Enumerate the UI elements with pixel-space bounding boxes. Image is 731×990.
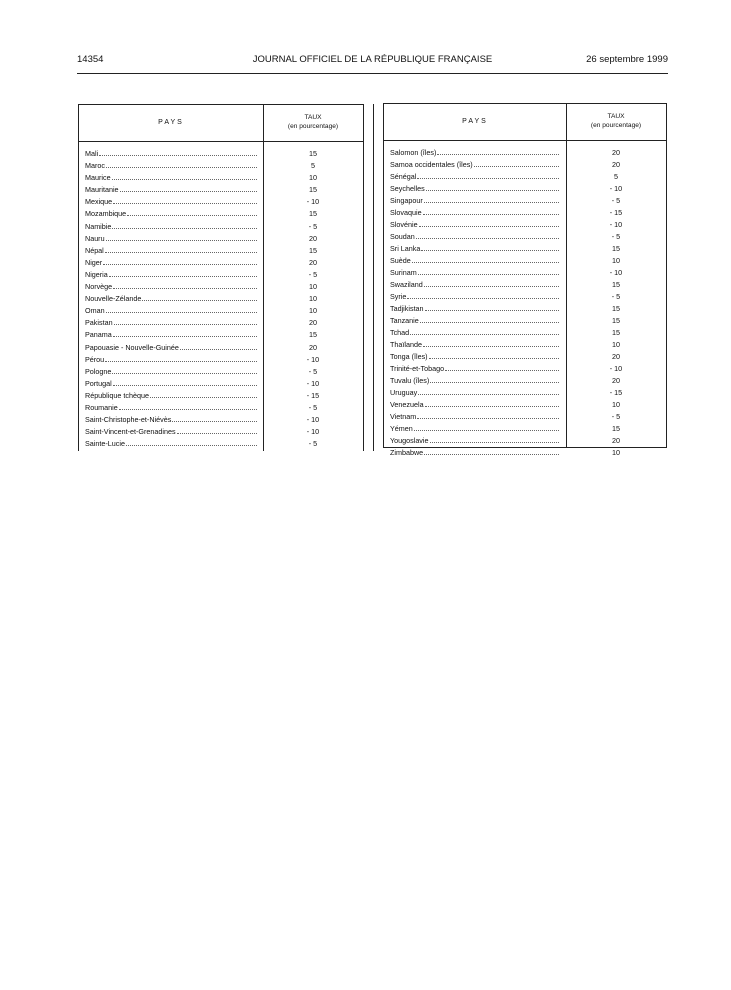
table-row [384,375,666,387]
table-row [79,160,363,172]
table-row [79,414,363,426]
country-name: Norvège [85,282,113,292]
header-rule [77,73,668,74]
page-header [77,54,668,68]
rate-cell: 15 [309,330,317,340]
rate-cell: 15 [309,149,317,158]
country-name: Pérou [85,354,105,364]
country-cell [85,148,258,160]
country-name: Sénégal [390,172,417,181]
rate-cell: 10 [309,306,317,316]
rate-cell: - 5 [308,269,318,279]
table-row [79,184,363,196]
country-cell [390,435,560,447]
rate-cell: - 5 [611,196,621,205]
country-cell [85,293,258,305]
country-name: Niger [85,257,103,267]
country-name: Swaziland [390,280,423,289]
dot-leader [430,441,560,443]
dot-leader [113,202,257,204]
rate-cell: 20 [309,257,317,267]
country-name: Seychelles [390,184,425,193]
table-row [384,219,666,231]
dot-leader [418,393,559,395]
dot-leader [425,405,559,407]
rate-cell: - 10 [306,427,320,437]
rate-cell: 20 [309,342,317,352]
dot-leader [424,285,559,287]
country-name: Népal [85,245,104,255]
table-row [384,411,666,423]
table-body [79,148,363,450]
dot-leader [425,309,559,311]
rate-cell: 5 [614,172,618,181]
column-separator [373,104,374,451]
rates-table-left [78,104,364,451]
country-name: Panama [85,330,112,340]
table-row [384,147,666,159]
table-row [79,317,363,329]
table-row [384,255,666,267]
rate-cell: - 5 [611,232,621,241]
country-cell [390,351,560,363]
table-row [384,387,666,399]
country-name: Mali [85,149,99,158]
country-name: Sri Lanka [390,244,421,253]
country-name: Tchad [390,328,410,337]
dot-leader [142,299,257,301]
country-name: Mozambique [85,209,127,219]
rate-cell: - 5 [308,366,318,376]
table-row [384,171,666,183]
table-row [384,303,666,315]
country-cell [85,257,258,269]
rate-cell: 20 [612,352,620,361]
table-row [79,390,363,402]
country-name: Tuvalu (îles) [390,376,430,385]
table-row [384,159,666,171]
dot-leader [474,165,559,167]
rate-cell: 10 [612,256,620,265]
dot-leader [423,213,559,215]
dot-leader [112,227,257,229]
country-cell [390,243,560,255]
country-cell [390,411,560,423]
rate-cell: 15 [309,209,317,219]
country-cell [85,269,258,281]
country-cell [390,315,560,327]
dot-leader [410,333,559,335]
country-cell [85,414,258,426]
table-row [79,172,363,184]
table-row [384,267,666,279]
dot-leader [429,357,559,359]
country-cell [390,207,560,219]
rate-cell: - 15 [609,208,623,217]
dot-leader [424,453,559,455]
country-cell [390,327,560,339]
dot-leader [421,249,559,251]
dot-leader [418,273,559,275]
table-row [79,269,363,281]
rate-cell: 10 [612,340,620,349]
dot-leader [424,201,559,203]
rate-cell: 5 [311,161,315,171]
country-name: Tonga (îles) [390,352,428,361]
country-cell [85,208,258,220]
dot-leader [119,408,257,410]
table-row [79,293,363,305]
country-name: Slovaquie [390,208,422,217]
dot-leader [112,178,257,180]
dot-leader [150,396,257,398]
table-row [384,339,666,351]
rate-cell: 10 [612,448,620,457]
dot-leader [172,420,257,422]
country-cell [390,219,560,231]
rate-cell: - 5 [308,402,318,412]
country-cell [85,390,258,402]
column-header-country: PAYS [158,119,184,126]
country-cell [390,267,560,279]
country-cell [85,329,258,341]
rate-cell: 20 [612,160,620,169]
country-cell [390,339,560,351]
rate-cell: - 5 [611,412,621,421]
country-name: Venezuela [390,400,424,409]
column-header-rate-unit: (en pourcentage) [287,123,339,130]
country-cell [85,402,258,414]
country-cell [85,342,258,354]
table-row [79,245,363,257]
country-name: Maurice [85,173,111,183]
country-cell [85,233,258,245]
dot-leader [414,429,559,431]
country-cell [390,447,560,459]
country-name: Soudan [390,232,415,241]
rate-cell: 20 [612,436,620,445]
country-cell [85,160,258,172]
dot-leader [420,321,559,323]
table-body [384,147,666,459]
table-row [79,233,363,245]
dot-leader [120,190,257,192]
rate-cell: - 10 [306,378,320,388]
column-header-rate-title: TAUX [607,113,625,120]
dot-leader [437,153,559,155]
table-row [79,196,363,208]
country-name: Roumanie [85,402,118,412]
country-cell [390,255,560,267]
table-row [384,351,666,363]
page-number: 14354 [77,54,104,65]
table-row [384,243,666,255]
country-name: Yougoslavie [390,436,429,445]
rate-cell: - 10 [306,197,320,207]
column-header-rate [263,113,363,131]
country-name: Pologne [85,366,112,376]
dot-leader [180,348,257,350]
column-header-country: PAYS [462,118,488,125]
dot-leader [416,237,559,239]
dot-leader [106,166,257,168]
country-name: Thaïlande [390,340,422,349]
column-header-rate-title: TAUX [304,114,322,121]
country-cell [390,171,560,183]
dot-leader [99,154,257,156]
country-cell [85,172,258,184]
country-name: Suède [390,256,411,265]
country-cell [85,317,258,329]
country-cell [85,366,258,378]
country-cell [390,387,560,399]
table-row [79,366,363,378]
country-name: Saint-Vincent-et-Grenadines [85,427,176,437]
rate-cell: - 5 [308,439,318,449]
table-row [79,208,363,220]
publication-date: 26 septembre 1999 [586,54,668,65]
table-row [384,195,666,207]
rate-cell: - 10 [609,220,623,229]
country-name: Mexique [85,197,113,207]
country-name: Tanzanie [390,316,419,325]
country-name: Papouasie - Nouvelle-Guinée [85,342,179,352]
table-row [79,342,363,354]
country-name: Uruguay [390,388,418,397]
dot-leader [126,444,257,446]
dot-leader [105,251,257,253]
country-name: Namibie [85,221,112,231]
dot-leader [105,360,257,362]
country-cell [390,183,560,195]
rate-cell: 15 [309,245,317,255]
country-cell [85,305,258,317]
country-name: Vietnam [390,412,417,421]
rate-cell: 20 [612,148,620,157]
country-cell [85,438,258,450]
country-cell [390,399,560,411]
table-row [79,378,363,390]
country-cell [85,221,258,233]
rate-cell: 20 [309,318,317,328]
country-cell [390,423,560,435]
rate-cell: 15 [309,185,317,195]
dot-leader [103,263,257,265]
rate-cell: 20 [612,376,620,385]
rate-cell: - 5 [611,292,621,301]
country-name: Nigeria [85,269,108,279]
country-name: Portugal [85,378,112,388]
table-row [384,327,666,339]
country-name: Salomon (îles) [390,148,437,157]
country-cell [390,279,560,291]
table-row [384,315,666,327]
table-row [79,221,363,233]
table-row [79,329,363,341]
table-row [384,447,666,459]
country-name: Syrie [390,292,407,301]
rate-cell: 10 [612,400,620,409]
journal-title: JOURNAL OFFICIEL DE LA RÉPUBLIQUE FRANÇAISE [252,54,493,65]
country-cell [390,303,560,315]
table-row [384,291,666,303]
country-cell [85,245,258,257]
country-cell [390,291,560,303]
dot-leader [177,432,257,434]
table-row [79,402,363,414]
country-cell [390,231,560,243]
dot-leader [113,287,257,289]
country-name: Yémen [390,424,413,433]
table-row [384,207,666,219]
rate-cell: 15 [612,424,620,433]
dot-leader [112,372,257,374]
dot-leader [445,369,559,371]
country-name: Maroc [85,161,105,171]
rate-cell: 10 [309,282,317,292]
country-name: Sainte-Lucie [85,439,125,449]
rate-cell: - 10 [306,354,320,364]
rate-cell: - 10 [609,364,623,373]
rate-cell: - 10 [306,415,320,425]
country-name: Trinité-et-Tobago [390,364,445,373]
dot-leader [426,189,559,191]
rate-cell: 15 [612,280,620,289]
rate-cell: 10 [309,173,317,183]
rate-cell: 15 [612,328,620,337]
table-row [384,183,666,195]
country-name: Singapour [390,196,423,205]
column-header-rate-unit: (en pourcentage) [590,122,642,129]
country-cell [390,375,560,387]
dot-leader [417,177,559,179]
country-cell [390,159,560,171]
dot-leader [109,275,257,277]
table-row [384,399,666,411]
dot-leader [106,311,257,313]
rate-cell: - 10 [609,268,623,277]
country-cell [390,363,560,375]
country-name: Slovénie [390,220,418,229]
country-name: Nouvelle-Zélande [85,294,142,304]
country-cell [85,354,258,366]
country-cell [85,196,258,208]
table-row [384,231,666,243]
column-header-rate [566,112,666,130]
country-cell [85,184,258,196]
country-cell [390,195,560,207]
table-row [79,257,363,269]
country-name: Tadjikistan [390,304,424,313]
rate-cell: 15 [612,316,620,325]
rate-cell: - 15 [306,390,320,400]
country-name: Nauru [85,233,105,243]
table-row [384,279,666,291]
dot-leader [127,214,257,216]
country-name: Samoa occidentales (îles) [390,160,473,169]
table-row [384,435,666,447]
table-row [79,148,363,160]
country-name: Oman [85,306,105,316]
table-row [79,438,363,450]
dot-leader [423,345,559,347]
dot-leader [106,239,257,241]
table-row [79,281,363,293]
country-cell [390,147,560,159]
country-name: Surinam [390,268,417,277]
dot-leader [412,261,559,263]
rate-cell: 15 [612,244,620,253]
rate-cell: - 15 [609,388,623,397]
country-cell [85,378,258,390]
country-name: Saint-Christophe-et-Niévès [85,415,172,425]
table-row [384,423,666,435]
country-cell [85,281,258,293]
country-name: Zimbabwe [390,448,424,457]
table-header [79,105,363,142]
dot-leader [419,225,559,227]
country-name: République tchèque [85,390,149,400]
country-name: Mauritanie [85,185,119,195]
table-header [384,104,666,141]
rate-cell: 10 [309,294,317,304]
dot-leader [407,297,559,299]
dot-leader [113,384,257,386]
dot-leader [417,417,559,419]
rate-cell: - 10 [609,184,623,193]
rate-cell: 15 [612,304,620,313]
rates-table-right [383,103,667,457]
table-row [79,305,363,317]
table-row [79,426,363,438]
country-cell [85,426,258,438]
table-row [384,363,666,375]
dot-leader [430,381,559,383]
dot-leader [114,323,257,325]
country-name: Pakistan [85,318,113,328]
table-row [79,354,363,366]
dot-leader [113,335,257,337]
rate-cell: - 5 [308,221,318,231]
rate-cell: 20 [309,233,317,243]
